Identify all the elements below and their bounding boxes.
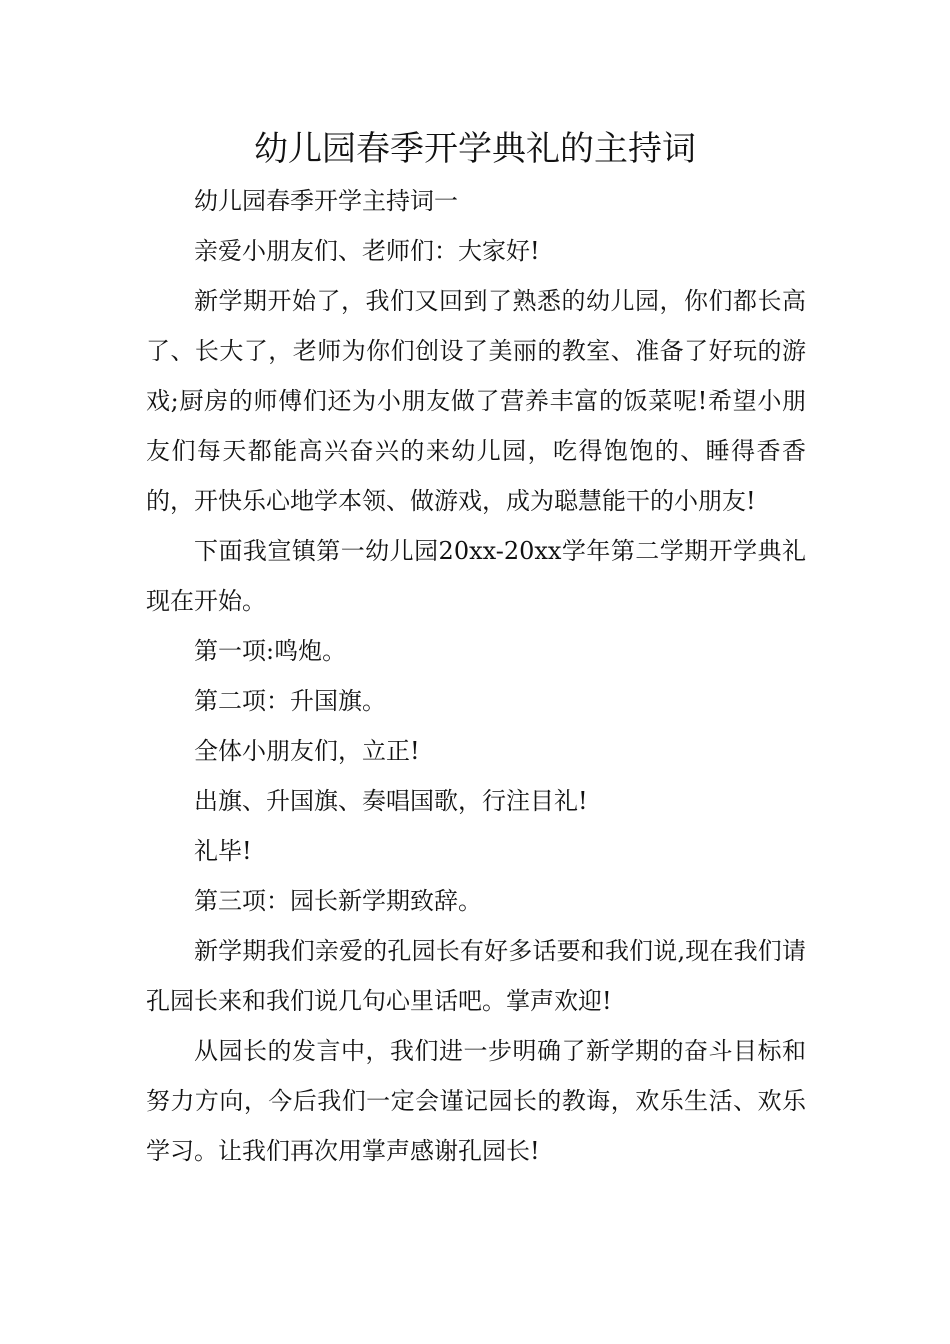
paragraph-flag-raising: 出旗、升国旗、奏唱国歌，行注目礼! [194, 787, 588, 815]
paragraph-welcome: 新学期开始了，我们又回到了熟悉的幼儿园，你们都长高了、长大了，老师为你们创设了美丽的教室、准备了好玩的游戏;厨房的师傅们还为小朋友做了营养丰富的饭菜呢!希望小朋友们每天都能高兴奋兴的来幼儿园，吃得饱饱的、睡得香香的，开快乐心地学本领、做游戏，成为聪慧能干的小朋友! [146, 287, 806, 515]
paragraph-subtitle: 幼儿园春季开学主持词一 [194, 187, 458, 215]
paragraph-salute-end: 礼毕! [194, 837, 252, 865]
paragraph-attention: 全体小朋友们，立正! [194, 737, 420, 765]
paragraph-item-three: 第三项：园长新学期致辞。 [194, 887, 482, 915]
document-title: 幼儿园春季开学典礼的主持词 [254, 129, 696, 169]
paragraph-item-one: 第一项:鸣炮。 [194, 637, 347, 665]
paragraph-greeting: 亲爱小朋友们、老师们：大家好! [194, 237, 540, 265]
paragraph-item-two: 第二项：升国旗。 [194, 687, 386, 715]
paragraph-principal-intro: 新学期我们亲爱的孔园长有好多话要和我们说,现在我们请孔园长来和我们说几句心里话吧。掌声欢迎! [146, 937, 806, 1015]
paragraph-ceremony-start: 下面我宣镇第一幼儿园20xx-20xx学年第二学期开学典礼现在开始。 [146, 537, 806, 615]
paragraph-principal-thanks: 从园长的发言中，我们进一步明确了新学期的奋斗目标和努力方向，今后我们一定会谨记园长的教诲，欢乐生活、欢乐学习。让我们再次用掌声感谢孔园长! [146, 1037, 806, 1165]
document-body [146, 176, 806, 1176]
